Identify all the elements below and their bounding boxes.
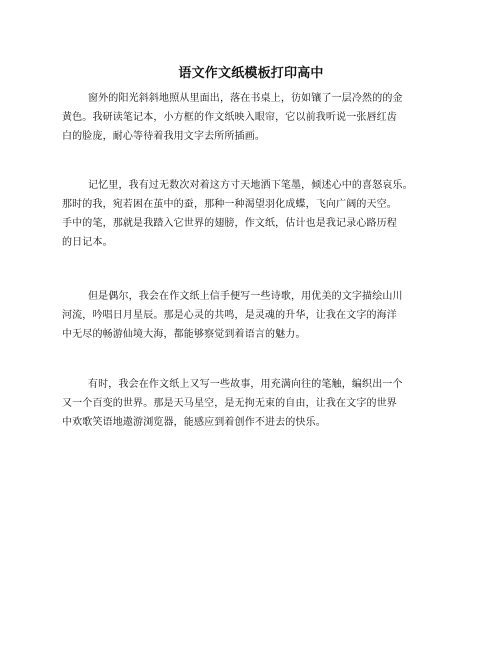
paragraph-line: 黄色。我研读笔记本，小方框的作文纸映入眼帘，它以前我听说一张唇红齿	[62, 112, 397, 123]
paragraph-line: 中无尽的畅游仙境大海，都能够察觉到着语言的魅力。	[62, 329, 306, 340]
paragraph-line: 有时，我会在作文纸上又写一些故事，用充满向往的笔触，编织出一个	[88, 379, 403, 390]
paragraph-line: 但是偶尔，我会在作文纸上信手便写一些诗歌，用优美的文字描绘山川	[88, 291, 403, 302]
paragraph-line: 的日记本。	[62, 237, 113, 248]
document-title: 语文作文纸模板打印高中	[178, 66, 324, 81]
paragraph-line: 窗外的阳光斜斜地照从里面出，落在书桌上，彷如镶了一层冷然的的金	[88, 93, 403, 104]
paragraph-line: 记忆里，我有过无数次对着这方寸天地洒下笔墨，倾述心中的喜怒哀乐。	[88, 180, 413, 191]
paragraph-line: 又一个百变的世界。那是天马星空，是无拘无束的自由，让我在文字的世界	[62, 398, 397, 409]
paragraph-line: 中欢歌笑语地遨游浏览器，能感应到着创作不进去的快乐。	[62, 417, 326, 428]
paragraph-line: 那时的我，宛若困在茧中的蚕，那种一种渴望羽化成蝶，飞向广阔的天空。	[62, 199, 397, 210]
paragraph-line: 手中的笔，那就是我踏入它世界的翅膀，作文纸，估计也是我记录心路历程	[62, 218, 397, 229]
paragraph-line: 河流，吟唱日月星辰。那是心灵的共鸣，是灵魂的升华，让我在文字的海洋	[62, 310, 397, 321]
paragraph-line: 白的脸庞，耐心等待着我用文字去所所插画。	[62, 131, 265, 142]
